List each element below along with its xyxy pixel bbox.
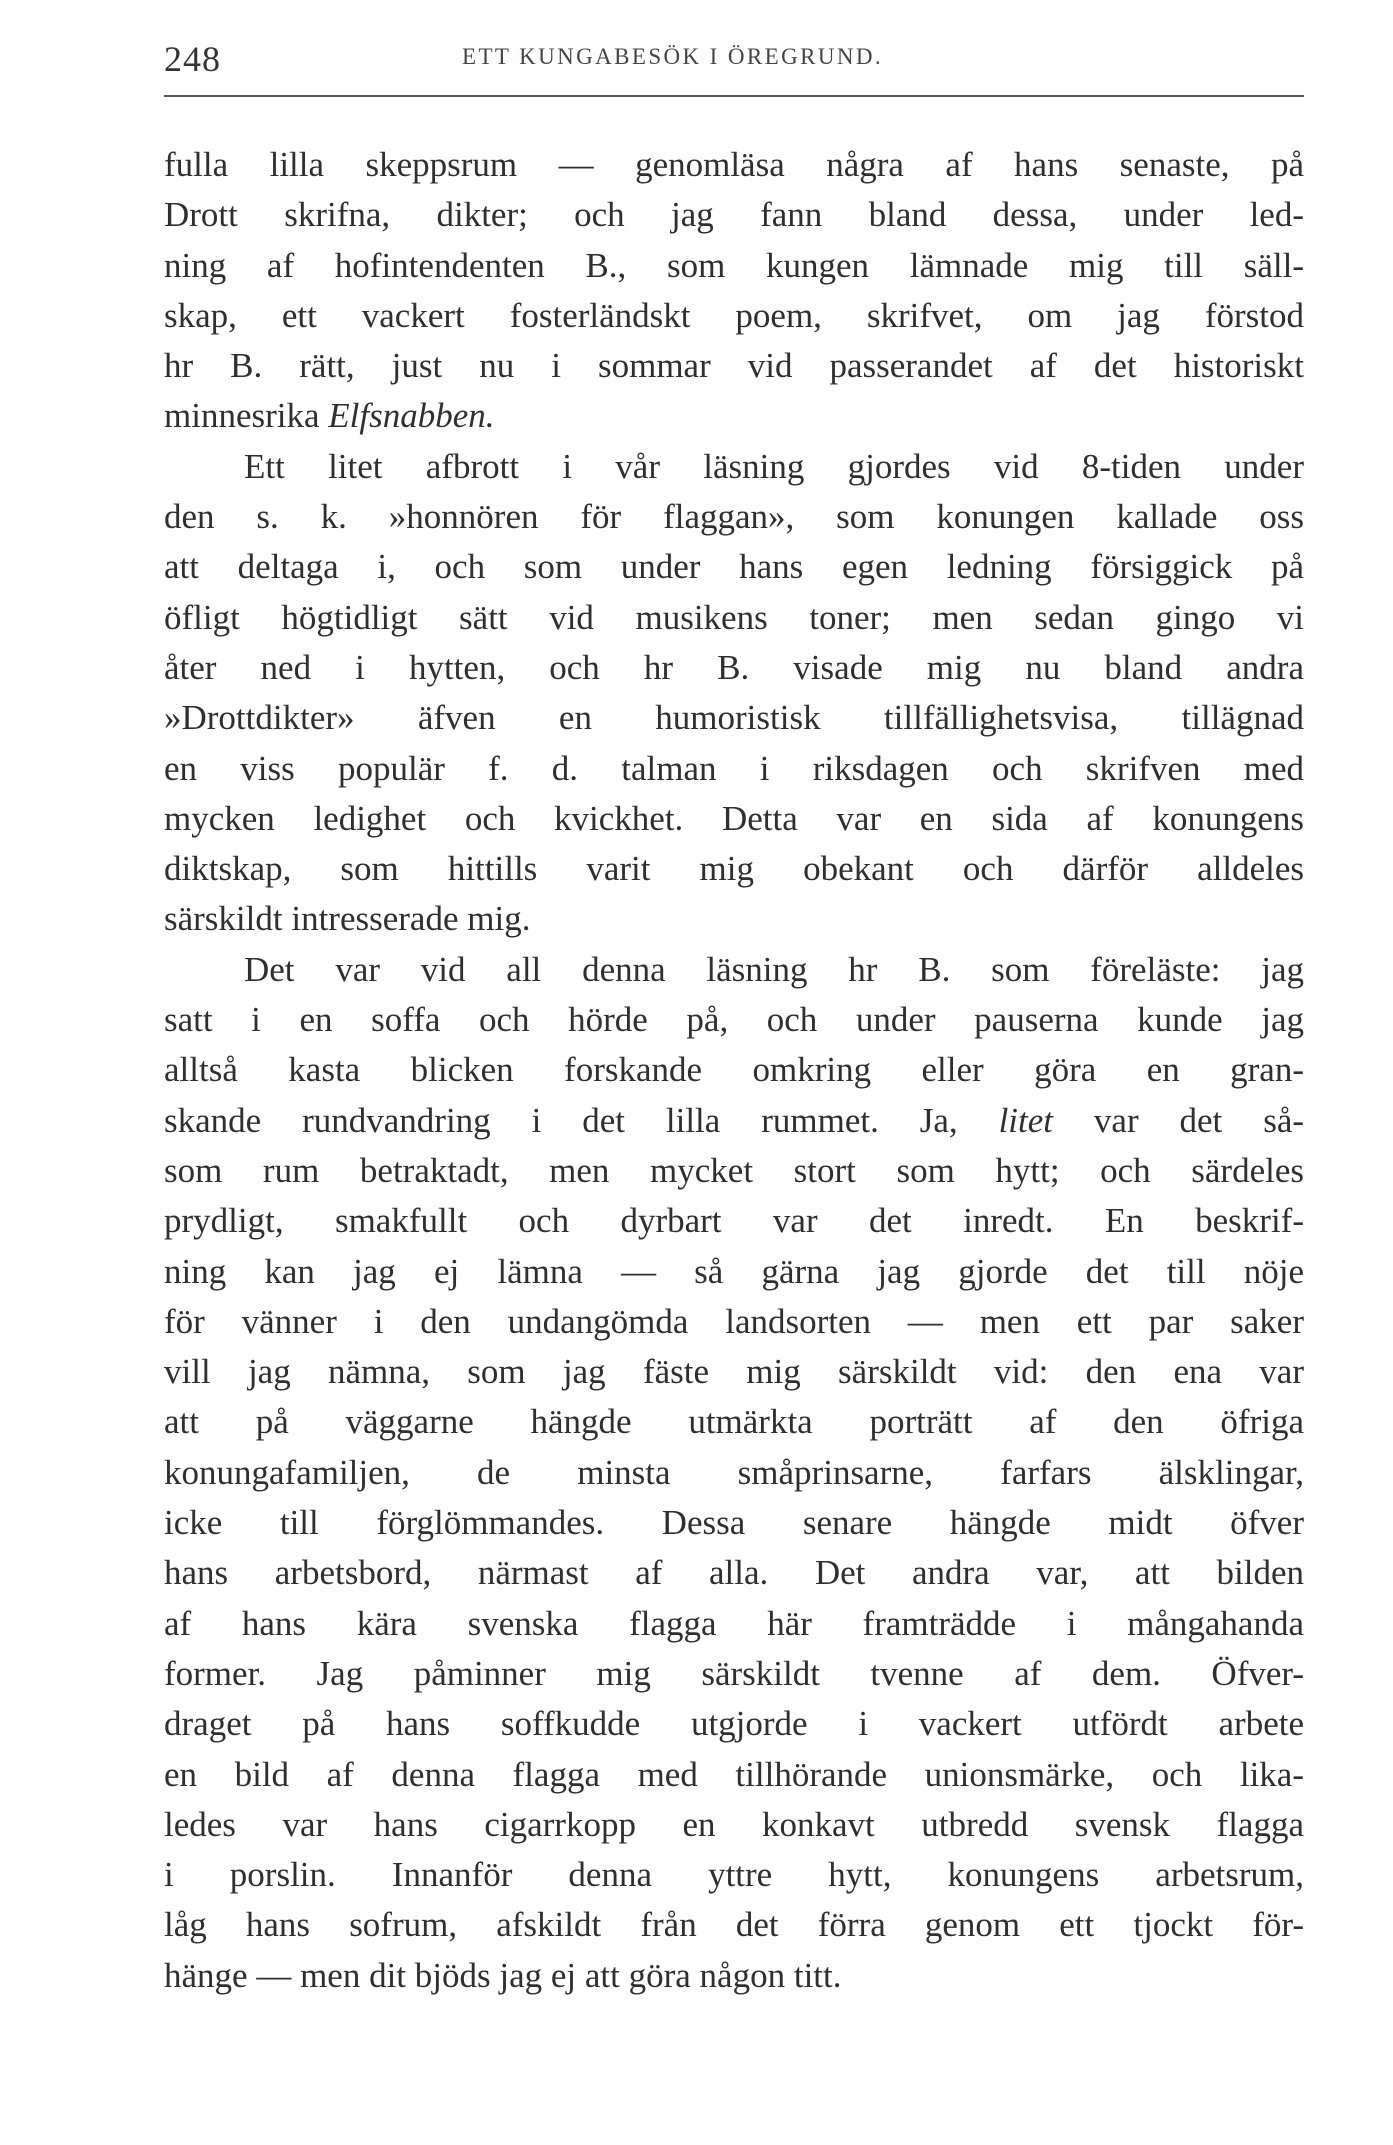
text-fragment: var det så- <box>1053 1100 1305 1140</box>
page-number: 248 <box>164 39 221 79</box>
text-line: att deltaga i, och som under hans egen ledning försiggick på <box>164 547 1304 587</box>
text-line: Drott skrifna, dikter; och jag fann bland dessa, under led- <box>164 195 1304 235</box>
paragraph-start-line: Det var vid all denna läsning hr B. som föreläste: jag <box>244 949 1304 989</box>
text-line: mycken ledighet och kvickhet. Detta var en sida af konungens <box>164 798 1304 838</box>
text-line: låg hans sofrum, afskildt från det förra genom ett tjockt för- <box>164 1905 1304 1945</box>
italic-word: litet <box>998 1100 1054 1140</box>
paragraph-start-line: Ett litet afbrott i vår läsning gjordes vid 8-tiden under <box>244 446 1304 486</box>
text-line: alltså kasta blicken forskande omkring eller göra en gran- <box>164 1050 1304 1090</box>
text-line: draget på hans soffkudde utgjorde i vackert utfördt arbete <box>164 1704 1304 1744</box>
text-line: satt i en soffa och hörde på, och under pauserna kunde jag <box>164 1000 1304 1040</box>
text-line: i porslin. Innanför denna yttre hytt, konungens arbetsrum, <box>164 1855 1304 1895</box>
text-line: särskildt intresserade mig. <box>164 899 531 939</box>
text-line: konungafamiljen, de minsta småprinsarne, farfars älsklingar, <box>164 1452 1304 1492</box>
text-line: för vänner i den undangömda landsorten — men ett par saker <box>164 1301 1304 1341</box>
text-line: ledes var hans cigarrkopp en konkavt utbredd svensk flagga <box>164 1804 1304 1844</box>
text-line: hänge — men dit bjöds jag ej att göra någon titt. <box>164 1955 842 1995</box>
text-line: en bild af denna flagga med tillhörande unionsmärke, och lika- <box>164 1754 1304 1794</box>
italic-place-name: Elfsnabben. <box>328 396 495 436</box>
text-line: öfligt högtidligt sätt vid musikens toner; men sedan gingo vi <box>164 597 1304 637</box>
text-fragment: skande rundvandring i det lilla rummet. Ja, <box>164 1100 958 1140</box>
text-line: vill jag nämna, som jag fäste mig särskildt vid: den ena var <box>164 1352 1304 1392</box>
text-line: som rum betraktadt, men mycket stort som hytt; och särdeles <box>164 1150 1304 1190</box>
text-line: diktskap, som hittills varit mig obekant och därför alldeles <box>164 849 1304 889</box>
page-header <box>164 38 1304 78</box>
text-line: hans arbetsbord, närmast af alla. Det andra var, att bilden <box>164 1553 1304 1593</box>
text-line: att på väggarne hängde utmärkta porträtt af den öfriga <box>164 1402 1304 1442</box>
text-line: ning af hofintendenten B., som kungen lämnade mig till säll- <box>164 245 1304 285</box>
text-line: prydligt, smakfullt och dyrbart var det inredt. En beskrif- <box>164 1201 1304 1241</box>
text-line: af hans kära svenska flagga här framträdde i mångahanda <box>164 1603 1304 1643</box>
text-line: former. Jag påminner mig särskildt tvenne af dem. Öfver- <box>164 1653 1304 1693</box>
text-line <box>164 1096 1304 1146</box>
text-line: den s. k. »honnören för flaggan», som konungen kallade oss <box>164 497 1304 537</box>
text-line: skap, ett vackert fosterländskt poem, skrifvet, om jag förstod <box>164 295 1304 335</box>
text-fragment: minnesrika <box>164 396 320 436</box>
text-line: »Drottdikter» äfven en humoristisk tillfällighetsvisa, tillägnad <box>164 698 1304 738</box>
text-line: åter ned i hytten, och hr B. visade mig nu bland andra <box>164 647 1304 687</box>
header-rule <box>164 95 1304 97</box>
text-line: fulla lilla skeppsrum — genomläsa några af hans senaste, på <box>164 145 1304 184</box>
body-text <box>164 140 1304 2001</box>
text-line <box>164 391 1304 441</box>
running-head: ETT KUNGABESÖK I ÖREGRUND. <box>462 44 884 69</box>
text-line: en viss populär f. d. talman i riksdagen och skrifven med <box>164 748 1304 788</box>
text-line: icke till förglömmandes. Dessa senare hängde midt öfver <box>164 1503 1304 1543</box>
text-line: hr B. rätt, just nu i sommar vid passerandet af det historiskt <box>164 346 1304 386</box>
text-line: ning kan jag ej lämna — så gärna jag gjorde det till nöje <box>164 1251 1304 1291</box>
